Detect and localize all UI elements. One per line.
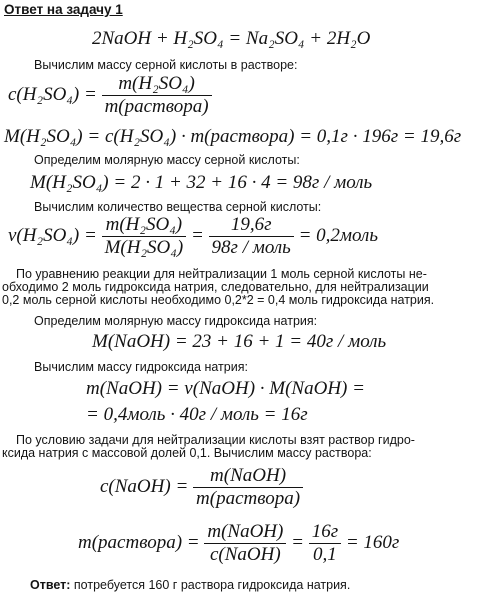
fraction-numerator: m(H₂SO₄) bbox=[102, 215, 187, 237]
fraction-denominator: M(H₂SO₄) bbox=[104, 237, 184, 258]
fraction bbox=[209, 215, 294, 258]
fraction bbox=[193, 466, 303, 509]
fraction bbox=[102, 215, 187, 258]
fraction-denominator: m(раствора) bbox=[196, 488, 301, 509]
formula-concentration-naoh bbox=[100, 466, 303, 509]
formula-lhs: m(раствора) = bbox=[78, 531, 200, 553]
answer-label: Ответ: bbox=[30, 578, 71, 592]
formula-lhs: c(NaOH) = bbox=[100, 475, 189, 497]
reaction-equation: 2NaOH + H₂SO₄ = Na₂SO₄ + 2H₂O bbox=[92, 28, 371, 49]
formula-amount-h2so4 bbox=[8, 215, 378, 258]
fraction-numerator: m(H₂SO₄) bbox=[102, 74, 212, 96]
fraction-numerator: 16г bbox=[309, 522, 341, 544]
step-naoh-mass-text: Вычислим массу гидроксида натрия: bbox=[34, 360, 248, 374]
fraction bbox=[102, 74, 212, 117]
answer-text: потребуется 160 г раствора гидроксида натрия. bbox=[70, 578, 351, 592]
solution-mass-paragraph bbox=[2, 434, 492, 460]
paragraph-line: обходимо 2 моль гидроксида натрия, следовательно, для нейтрализации bbox=[2, 280, 429, 294]
formula-mass-h2so4: M(H₂SO₄) = c(H₂SO₄) · m(раствора) = 0,1г · 196г = 19,6г bbox=[4, 126, 462, 147]
formula-molar-mass-h2so4: M(H₂SO₄) = 2 · 1 + 32 + 16 · 4 = 98г / моль bbox=[30, 172, 373, 193]
fraction-denominator: 98г / моль bbox=[211, 237, 291, 258]
formula-solution-mass bbox=[78, 522, 399, 565]
neutralization-paragraph bbox=[2, 268, 492, 307]
fraction-denominator: c(NaOH) bbox=[210, 544, 281, 565]
formula-result: = 0,2моль bbox=[298, 224, 378, 246]
formula-molar-mass-naoh: M(NaOH) = 23 + 16 + 1 = 40г / моль bbox=[92, 331, 387, 352]
step-molar-mass-text: Определим молярную массу серной кислоты: bbox=[34, 153, 300, 167]
fraction-numerator: m(NaOH) bbox=[204, 522, 286, 544]
formula-mass-naoh-line1: m(NaOH) = ν(NaOH) · M(NaOH) = bbox=[86, 378, 365, 399]
step-sulfuric-mass-text: Вычислим массу серной кислоты в растворе: bbox=[34, 58, 298, 72]
step-amount-text: Вычислим количество вещества серной кислоты: bbox=[34, 200, 322, 214]
final-answer bbox=[30, 578, 350, 593]
formula-equals: = bbox=[190, 224, 204, 246]
fraction bbox=[309, 522, 341, 565]
fraction-numerator: m(NaOH) bbox=[193, 466, 303, 488]
paragraph-line: ксида натрия с массовой долей 0,1. Вычислим массу раствора: bbox=[2, 446, 372, 460]
fraction bbox=[204, 522, 286, 565]
fraction-numerator: 19,6г bbox=[209, 215, 294, 237]
formula-lhs: c(H₂SO₄) = bbox=[8, 83, 97, 105]
step-naoh-molar-mass-text: Определим молярную массу гидроксида натрия: bbox=[34, 314, 318, 328]
fraction-denominator: m(раствора) bbox=[104, 96, 209, 117]
paragraph-line: По уравнению реакции для нейтрализации 1 моль серной кислоты не- bbox=[16, 267, 427, 281]
page-title: Ответ на задачу 1 bbox=[4, 2, 123, 17]
formula-concentration-h2so4 bbox=[8, 74, 212, 117]
formula-mass-naoh-line2: = 0,4моль · 40г / моль = 16г bbox=[86, 404, 308, 425]
paragraph-line: По условию задачи для нейтрализации кислоты взят раствор гидро- bbox=[16, 433, 415, 447]
paragraph-line: 0,2 моль серной кислоты необходимо 0,2*2 = 0,4 моль гидроксида натрия. bbox=[2, 293, 435, 307]
formula-result: = 160г bbox=[345, 531, 400, 553]
formula-equals: = bbox=[291, 531, 304, 553]
fraction-denominator: 0,1 bbox=[313, 544, 337, 565]
formula-lhs: ν(H₂SO₄) = bbox=[8, 224, 97, 246]
